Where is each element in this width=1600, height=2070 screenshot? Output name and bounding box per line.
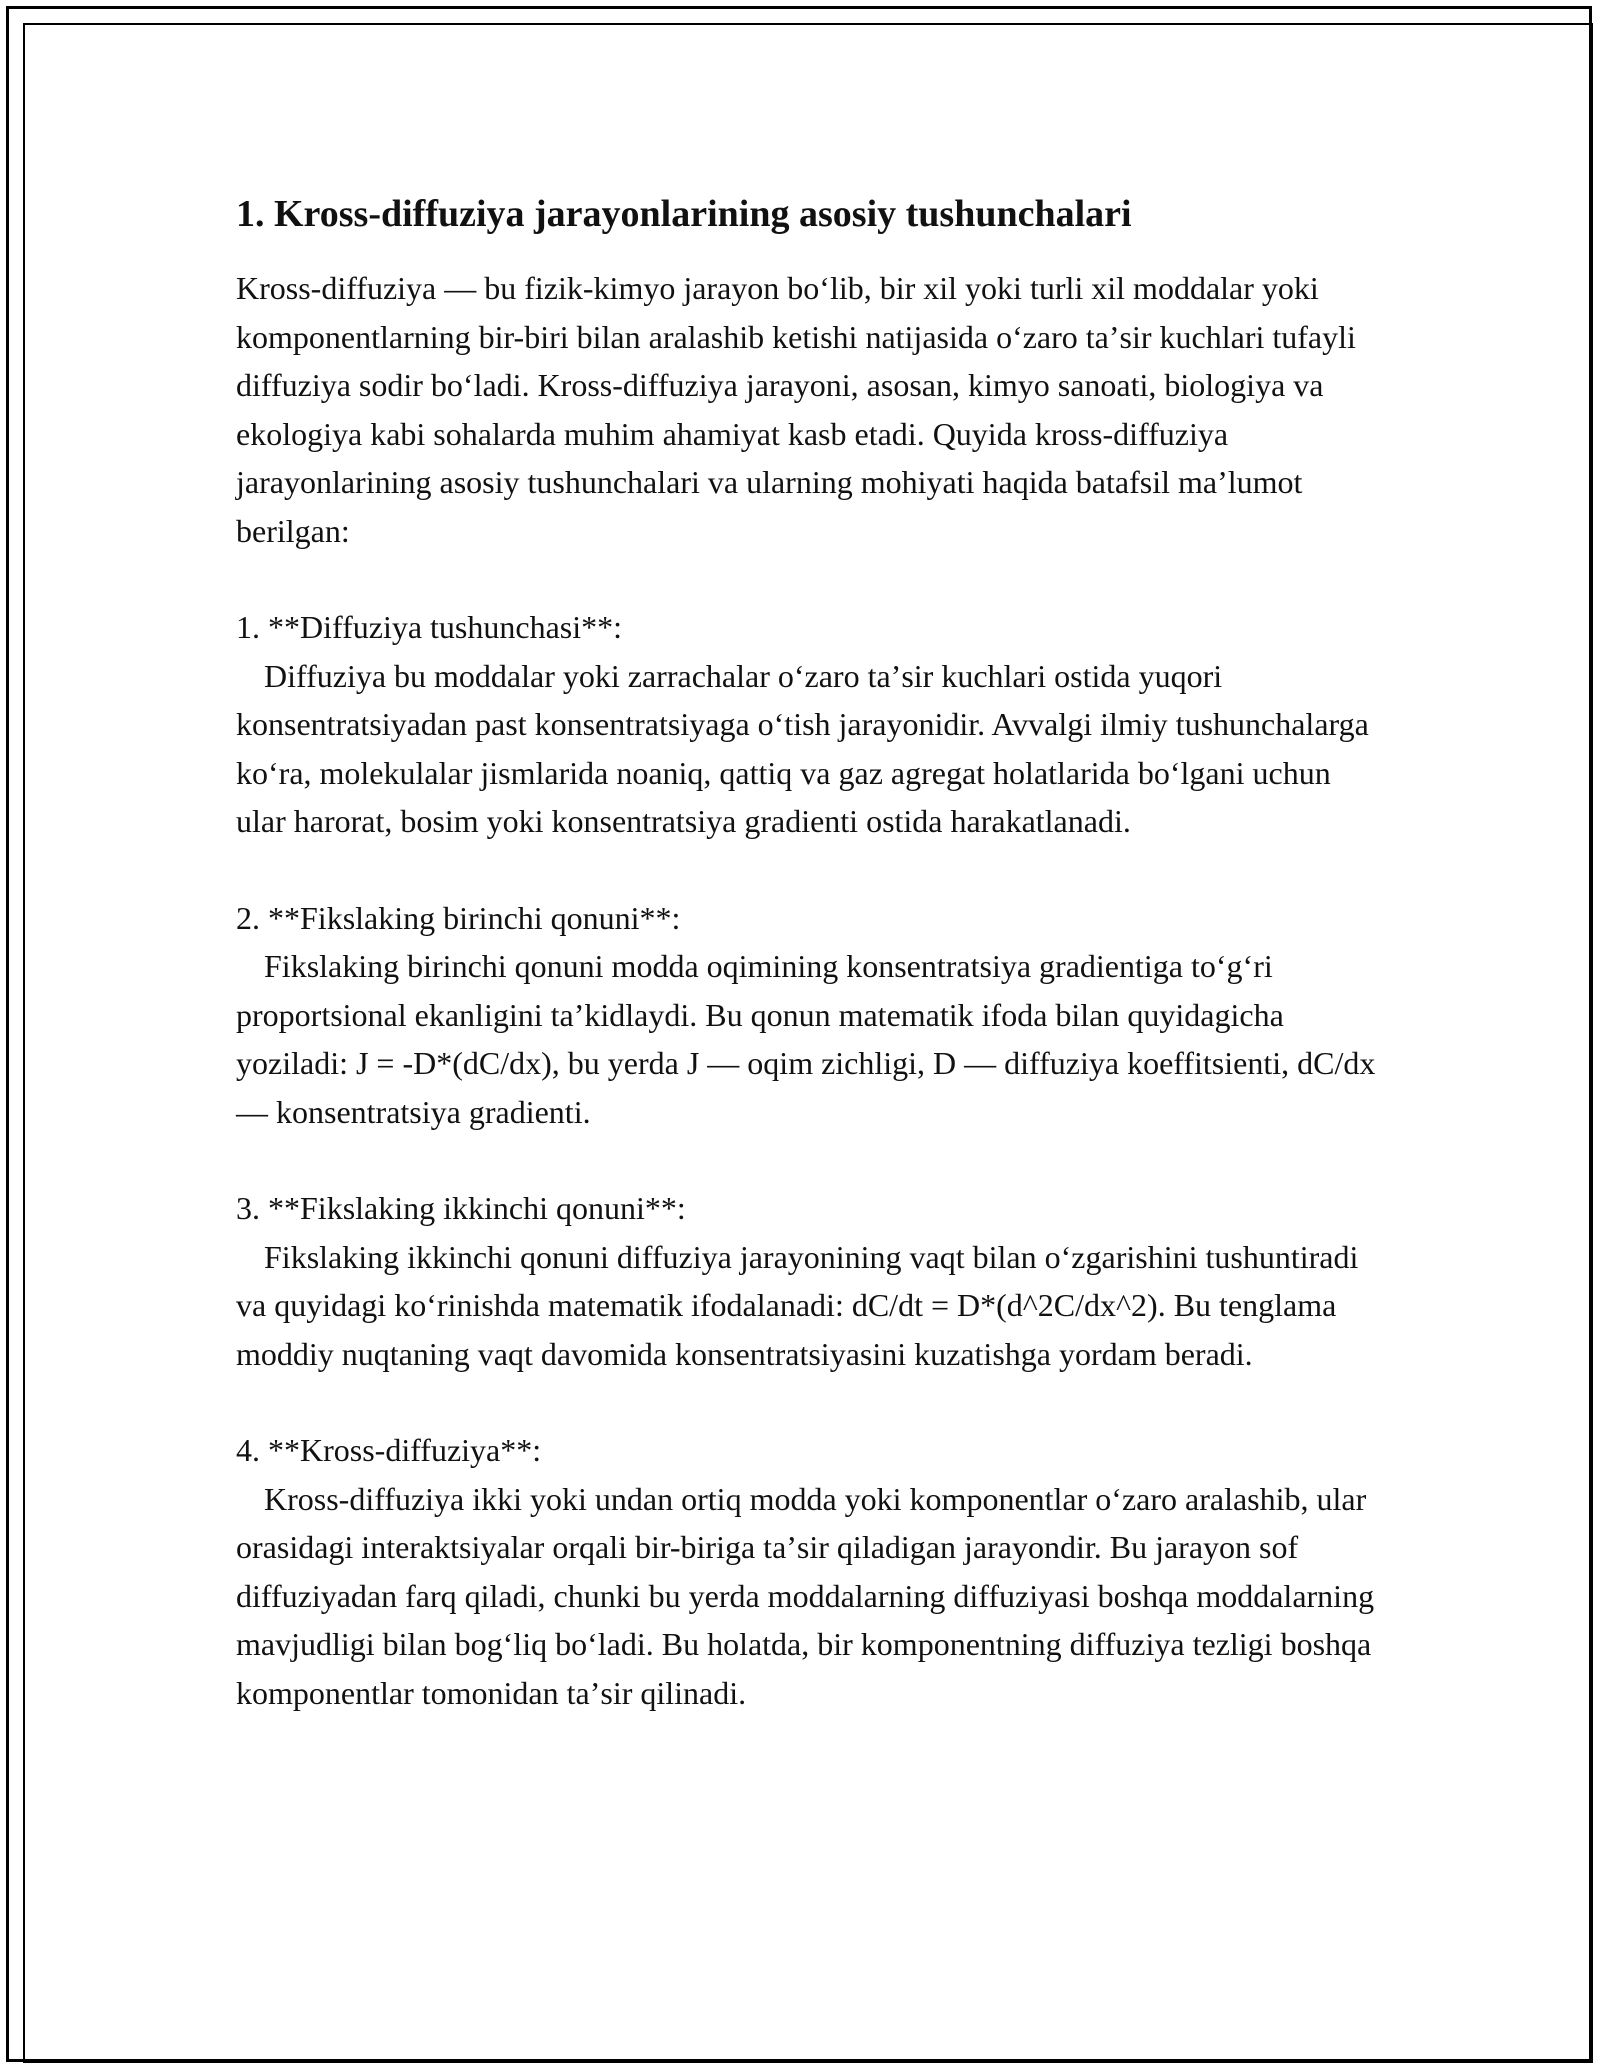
section-second-law <box>236 1184 1386 1378</box>
section-cross-diffusion <box>236 1426 1386 1717</box>
section-body: Diffuziya bu moddalar yoki zarrachalar oʻzaro taʼsir kuchlari ostida yuqori konsentratsiyadan past konsentratsiyaga oʻtish jarayonidir. Avvalgi ilmiy tushunchalarga koʻra, molekulalar jismlarida noaniq, qattiq va gaz agregat holatlarida boʻlgani uchun ular harorat, bosim yoki konsentratsiya gradienti ostida harakatlanadi. <box>236 657 1369 839</box>
section-heading: 4. **Kross-diffuziya**: <box>236 1432 542 1468</box>
document-title: 1. Kross-diffuziya jarayonlarining asosiy tushunchalari <box>236 193 1132 235</box>
section-heading: 3. **Fikslaking ikkinchi qonuni**: <box>236 1190 686 1226</box>
section-diffusion-concept <box>236 603 1386 846</box>
section-body: Fikslaking ikkinchi qonuni diffuziya jarayonining vaqt bilan oʻzgarishini tushuntiradi va quyidagi koʻrinishda matematik ifodalanadi: dC/dt = D*(d^2C/dx^2). Bu tenglama moddiy nuqtaning vaqt davomida konsentratsiyasini kuzatishga yordam beradi. <box>236 1238 1359 1372</box>
intro-paragraph: Kross-diffuziya — bu fizik-kimyo jarayon boʻlib, bir xil yoki turli xil moddalar yoki komponentlarning bir-biri bilan aralashib ketishi natijasida oʻzaro taʼsir kuchlari tufayli diffuziya sodir boʻladi. Kross-diffuziya jarayoni, asosan, kimyo sanoati, biologiya va ekologiya kabi sohalarda muhim ahamiyat kasb etadi. Quyida kross-diffuziya jarayonlarining asosiy tushunchalari va ularning mohiyati haqida batafsil maʼlumot berilgan: <box>236 270 1356 549</box>
section-heading: 2. **Fikslaking birinchi qonuni**: <box>236 899 681 936</box>
section-body: Fikslaking birinchi qonuni modda oqimining konsentratsiya gradientiga toʻgʻri proportsional ekanligini taʼkidlaydi. Bu qonun matematik ifoda bilan quyidagicha yoziladi: J = -D*(dC/dx), bu yerda J — oqim zichligi, D — diffuziya koeffitsienti, dC/dx — konsentratsiya gradienti. <box>236 948 1376 1130</box>
section-heading: 1. **Diffuziya tushunchasi**: <box>236 609 623 645</box>
section-body: Kross-diffuziya ikki yoki undan ortiq modda yoki komponentlar oʻzaro aralashib, ular orasidagi interaktsiyalar orqali bir-biriga taʼsir qiladigan jarayondir. Bu jarayon sof diffuziyadan farq qiladi, chunki bu yerda moddalarning diffuziyasi boshqa moddalarning mavjudligi bilan bogʻliq boʻladi. Bu holatda, bir komponentning diffuziya tezligi boshqa komponentlar tomonidan taʼsir qilinadi. <box>236 1480 1375 1711</box>
section-first-law <box>236 894 1386 1137</box>
document-content <box>236 186 1386 1717</box>
